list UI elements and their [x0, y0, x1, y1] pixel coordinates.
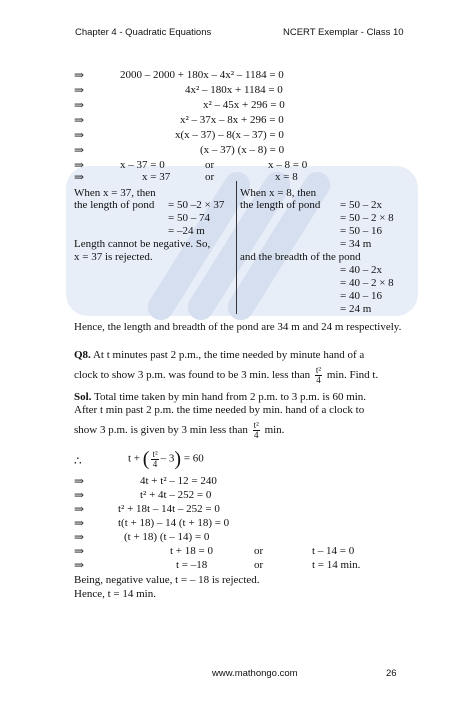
left-calc-line: = 50 –2 × 37: [168, 199, 225, 211]
or-word: or: [254, 559, 264, 571]
implies-arrow: ⇒: [74, 113, 85, 127]
column-divider: [236, 181, 237, 314]
right-calc-line: = 50 – 2 × 8: [340, 212, 394, 224]
question-text-c: min. Find t.: [326, 369, 379, 382]
root-right: x = 8: [275, 171, 298, 183]
implies-arrow: ⇒: [74, 98, 85, 112]
equation-first: [128, 449, 204, 469]
fraction-denominator: 4: [253, 430, 259, 440]
question-8: [74, 349, 402, 362]
left-note-1: Length cannot be negative. So,: [74, 238, 211, 250]
step-line: (x – 37) (x – 8) = 0: [200, 144, 285, 156]
right-calc-line: = 34 m: [340, 238, 372, 250]
t-root-left: t = –18: [176, 559, 208, 571]
step-line: 4x² – 180x + 1184 = 0: [185, 84, 283, 96]
implies-arrow: ⇒: [74, 143, 85, 157]
eq-line: t² + 18t – 14t – 252 = 0: [118, 503, 220, 515]
paren-open: (: [142, 448, 150, 470]
fraction: [253, 421, 260, 440]
implies-arrow: ⇒: [74, 502, 85, 516]
conclusion-text: Hence, the length and breadth of the pond are 34 m and 24 m respectively.: [74, 321, 402, 333]
question-label: Q8.: [74, 349, 91, 361]
root-left: x = 37: [142, 171, 171, 183]
implies-arrow: ⇒: [74, 474, 85, 488]
implies-arrow: ⇒: [74, 516, 85, 530]
final-line-1: Being, negative value, t = – 18 is rejected.: [74, 574, 260, 586]
fraction: [151, 450, 158, 469]
book-title: NCERT Exemplar - Class 10: [283, 27, 404, 38]
right-breadth-line: = 40 – 16: [340, 290, 382, 302]
solution-line-2: After t min past 2 p.m. the time needed by min. hand of a clock to: [74, 404, 365, 416]
step-line: x² – 45x + 296 = 0: [203, 99, 285, 111]
therefore-symbol: ∴: [74, 454, 82, 468]
final-line-2: Hence, t = 14 min.: [74, 588, 156, 600]
eq-line: t(t + 18) – 14 (t + 18) = 0: [118, 517, 230, 529]
footer-url: www.mathongo.com: [212, 668, 298, 679]
right-calc-line: = 50 – 2x: [340, 199, 382, 211]
implies-arrow: ⇒: [74, 158, 85, 172]
t-root-right: t – 14 = 0: [312, 545, 355, 557]
implies-arrow: ⇒: [74, 544, 85, 558]
or-word: or: [254, 545, 264, 557]
t-root-right: t = 14 min.: [312, 559, 361, 571]
fraction-numerator: t²: [315, 365, 322, 375]
right-breadth-line: = 24 m: [340, 303, 372, 315]
implies-arrow: ⇒: [74, 128, 85, 142]
fraction-denominator: 4: [152, 458, 158, 469]
t-root-left: t + 18 = 0: [170, 545, 213, 557]
solution-line-3: [74, 421, 284, 440]
right-when: When x = 8, then: [240, 187, 317, 199]
implies-arrow: ⇒: [74, 488, 85, 502]
eq-line: t² + 4t – 252 = 0: [140, 489, 212, 501]
left-note-2: x = 37 is rejected.: [74, 251, 153, 263]
implies-arrow: ⇒: [74, 558, 85, 572]
right-breadth-line: = 40 – 2x: [340, 264, 382, 276]
step-line: x(x – 37) – 8(x – 37) = 0: [175, 129, 284, 141]
implies-arrow: ⇒: [74, 83, 85, 97]
root-right: x – 8 = 0: [268, 159, 308, 171]
solution-line-1: [74, 391, 366, 404]
root-left: x – 37 = 0: [120, 159, 165, 171]
question-text-a: At t minutes past 2 p.m., the time needed by minute hand of a: [92, 349, 365, 361]
chapter-title: Chapter 4 - Quadratic Equations: [75, 27, 212, 38]
implies-arrow: ⇒: [74, 530, 85, 544]
right-breadth-line: = 40 – 2 × 8: [340, 277, 394, 289]
or-word: or: [205, 171, 215, 183]
step-line: x² – 37x – 8x + 296 = 0: [180, 114, 284, 126]
fraction-numerator: t²: [152, 448, 158, 459]
solution-text-1: Total time taken by min hand from 2 p.m. to 3 p.m. is 60 min.: [94, 391, 367, 403]
solution-text-3-end: min.: [264, 424, 285, 437]
fraction-denominator: 4: [316, 375, 321, 385]
solution-text-3: show 3 p.m. is given by 3 min less than: [74, 424, 248, 437]
eq-part: t +: [128, 452, 141, 465]
eq-line: (t + 18) (t – 14) = 0: [124, 531, 210, 543]
paren-close: ): [174, 448, 182, 470]
implies-arrow: ⇒: [74, 170, 85, 184]
or-word: or: [205, 159, 215, 171]
eq-part: – 3: [160, 452, 175, 465]
right-breadth-label: and the breadth of the pond: [240, 251, 361, 263]
question-text-b: clock to show 3 p.m. was found to be 3 min. less than: [74, 369, 311, 382]
page-number: 26: [386, 668, 397, 679]
implies-arrow: ⇒: [74, 68, 85, 82]
right-length-label: the length of pond: [240, 199, 321, 211]
fraction-numerator: t²: [253, 420, 259, 430]
step-line: 2000 – 2000 + 180x – 4x² – 1184 = 0: [120, 69, 284, 81]
right-calc-line: = 50 – 16: [340, 225, 382, 237]
solution-label: Sol.: [74, 391, 92, 403]
left-calc-line: = 50 – 74: [168, 212, 210, 224]
left-length-label: the length of pond: [74, 199, 155, 211]
fraction: [315, 366, 322, 385]
left-when: When x = 37, then: [74, 187, 156, 199]
left-calc-line: = –24 m: [168, 225, 205, 237]
eq-part: = 60: [183, 452, 204, 465]
eq-line: 4t + t² – 12 = 240: [140, 475, 217, 487]
question-line-2: [74, 366, 378, 385]
